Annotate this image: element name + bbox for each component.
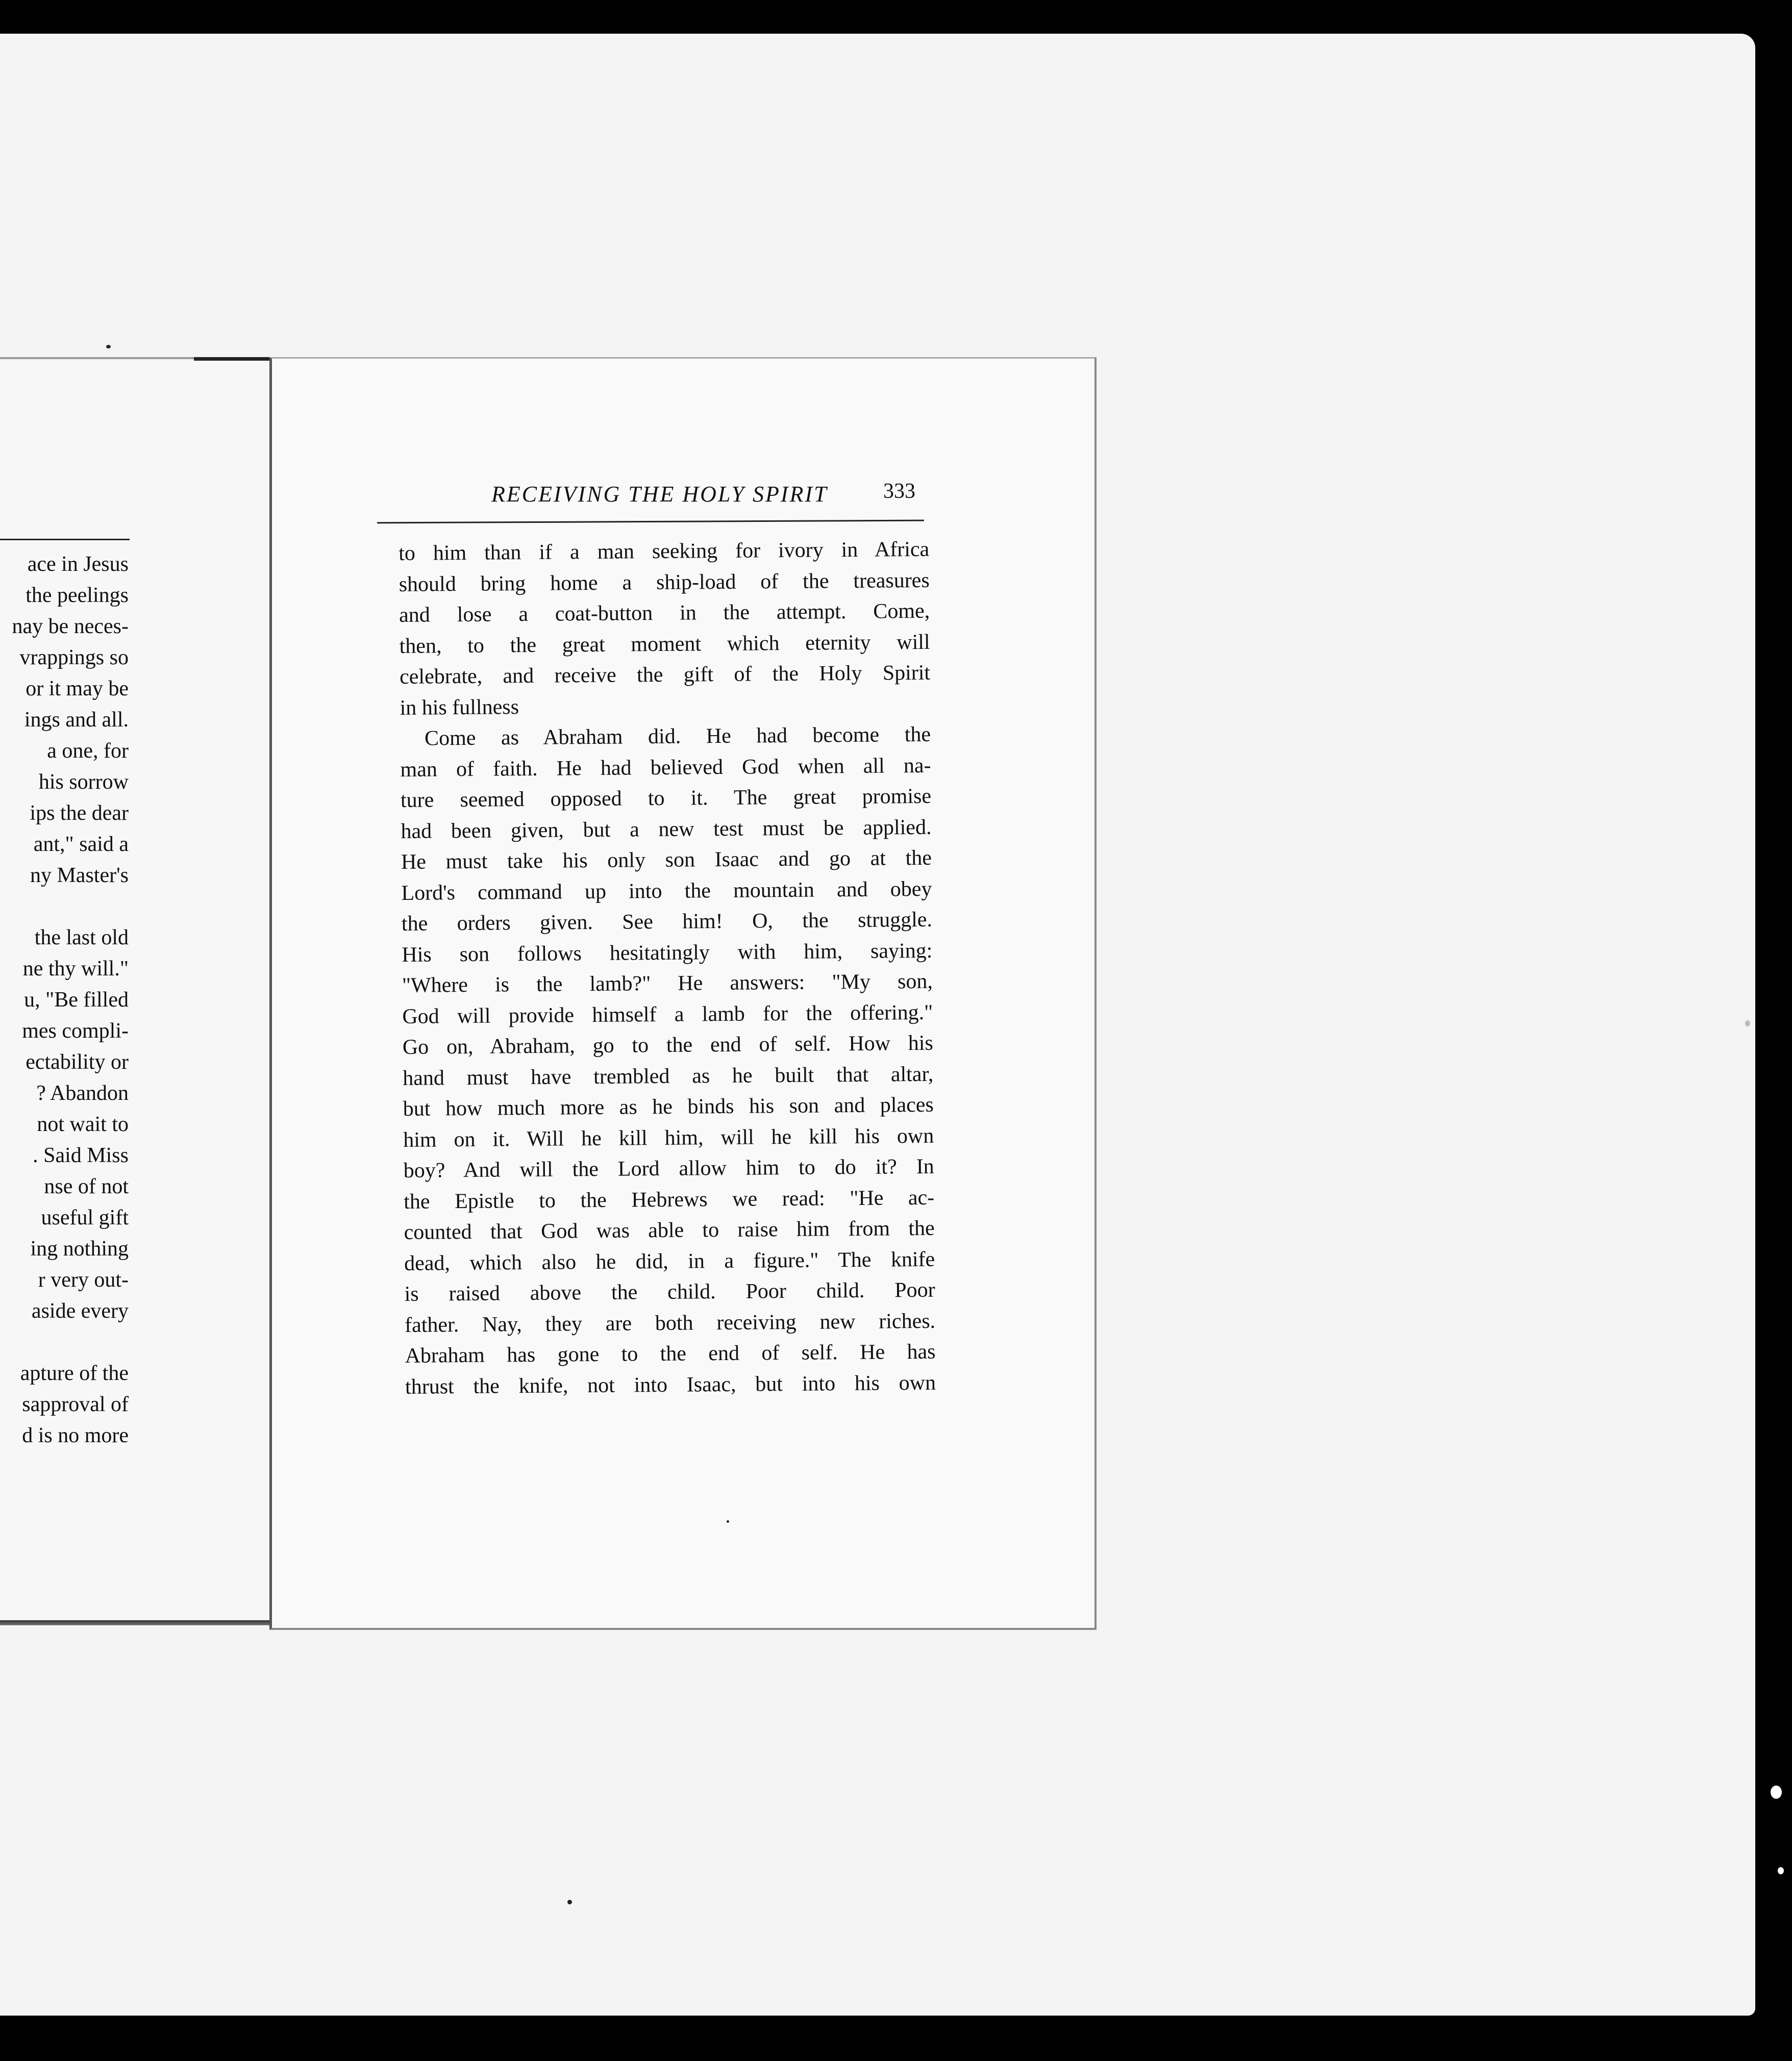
text-line: and lose a coat-button in the attempt. Come, bbox=[399, 599, 930, 627]
text-line: a one, for bbox=[47, 739, 129, 763]
text-line: He must take his only son Isaac and go at the bbox=[401, 846, 932, 874]
text-line: the last old bbox=[34, 926, 129, 949]
text-line: ips the dear bbox=[30, 801, 129, 825]
text-line: Go on, Abraham, go to the end of self. How his bbox=[402, 1031, 933, 1059]
text-line: vrappings so bbox=[19, 646, 129, 669]
text-line: man of faith. He had believed God when all na- bbox=[400, 753, 931, 782]
header-rule bbox=[377, 520, 924, 524]
text-line: nse of not bbox=[44, 1175, 129, 1198]
film-edge-mark bbox=[1778, 1867, 1784, 1874]
dust-speck bbox=[567, 1900, 572, 1904]
text-line: him on it. Will he kill him, will he kill his own bbox=[403, 1124, 934, 1152]
text-line: nay be neces- bbox=[12, 615, 129, 638]
text-line: ture seemed opposed to it. The great promise bbox=[400, 784, 932, 812]
text-line: to him than if a man seeking for ivory in Africa bbox=[399, 537, 930, 565]
text-line: then, to the great moment which eternity will bbox=[399, 630, 930, 658]
running-head bbox=[491, 481, 1119, 512]
text-line: had been given, but a new test must be applied. bbox=[401, 815, 932, 843]
film-edge-mark bbox=[1771, 1786, 1782, 1799]
text-line: the Epistle to the Hebrews we read: "He ac- bbox=[404, 1186, 935, 1214]
text-line: u, "Be filled bbox=[24, 988, 129, 1012]
text-line: sapproval of bbox=[22, 1393, 129, 1416]
text-line: or it may be bbox=[26, 677, 129, 700]
text-line: ace in Jesus bbox=[27, 552, 129, 576]
text-line: boy? And will the Lord allow him to do it? In bbox=[403, 1154, 934, 1183]
text-line: ny Master's bbox=[30, 864, 129, 887]
text-line: His son follows hesitatingly with him, saying: bbox=[402, 939, 933, 967]
text-line: ing nothing bbox=[30, 1237, 129, 1261]
left-page bbox=[0, 357, 272, 1627]
text-line bbox=[0, 1327, 129, 1358]
text-line: "Where is the lamb?" He answers: "My son, bbox=[402, 969, 933, 997]
text-line: celebrate, and receive the gift of the Holy Spirit bbox=[399, 661, 931, 689]
text-line: should bring home a ship-load of the treasures bbox=[399, 568, 930, 596]
text-line: apture of the bbox=[20, 1362, 129, 1385]
dust-speck bbox=[727, 1520, 729, 1523]
text-line: ings and all. bbox=[24, 708, 129, 732]
text-line: his sorrow bbox=[38, 770, 129, 794]
text-line: the peelings bbox=[26, 584, 129, 607]
text-line: . Said Miss bbox=[33, 1144, 129, 1167]
text-line: counted that God was able to raise him from the bbox=[404, 1216, 935, 1244]
left-page-text bbox=[0, 549, 129, 1451]
text-line: is raised above the child. Poor child. Poor bbox=[404, 1278, 935, 1306]
text-line: dead, which also he did, in a figure." The knife bbox=[404, 1247, 935, 1275]
text-line: ectability or bbox=[26, 1050, 129, 1074]
film-edge-mark bbox=[1745, 1020, 1750, 1026]
dust-speck bbox=[106, 345, 111, 348]
text-line: d is no more bbox=[22, 1424, 129, 1447]
text-line: Lord's command up into the mountain and obey bbox=[401, 877, 932, 905]
right-page bbox=[269, 357, 1097, 1630]
text-line: ne thy will." bbox=[22, 957, 129, 981]
text-line: not wait to bbox=[37, 1113, 129, 1136]
text-line: useful gift bbox=[41, 1206, 129, 1229]
running-head-title: RECEIVING THE HOLY SPIRIT bbox=[491, 482, 828, 507]
text-line: ant," said a bbox=[33, 833, 129, 856]
page-number: 333 bbox=[883, 480, 915, 503]
text-line: aside every bbox=[31, 1299, 129, 1323]
text-line: r very out- bbox=[38, 1268, 129, 1292]
left-header-rule bbox=[0, 539, 130, 540]
text-line: hand must have trembled as he built that altar, bbox=[403, 1062, 934, 1090]
text-line bbox=[0, 891, 129, 922]
text-line: God will provide himself a lamb for the offering." bbox=[402, 1000, 933, 1028]
text-line: the orders given. See him! O, the struggle. bbox=[401, 908, 933, 936]
text-line: but how much more as he binds his son and places bbox=[403, 1093, 934, 1121]
text-line: ? Abandon bbox=[36, 1082, 129, 1105]
page-body-text bbox=[399, 534, 936, 1402]
text-line: mes compli- bbox=[22, 1019, 129, 1043]
text-line: in his fullness bbox=[400, 695, 519, 720]
text-line: father. Nay, they are both receiving new riches. bbox=[404, 1309, 936, 1337]
text-line: Come as Abraham did. He had become the bbox=[424, 722, 931, 750]
text-line: thrust the knife, not into Isaac, but into his own bbox=[405, 1371, 936, 1399]
text-line: Abraham has gone to the end of self. He has bbox=[405, 1340, 936, 1368]
